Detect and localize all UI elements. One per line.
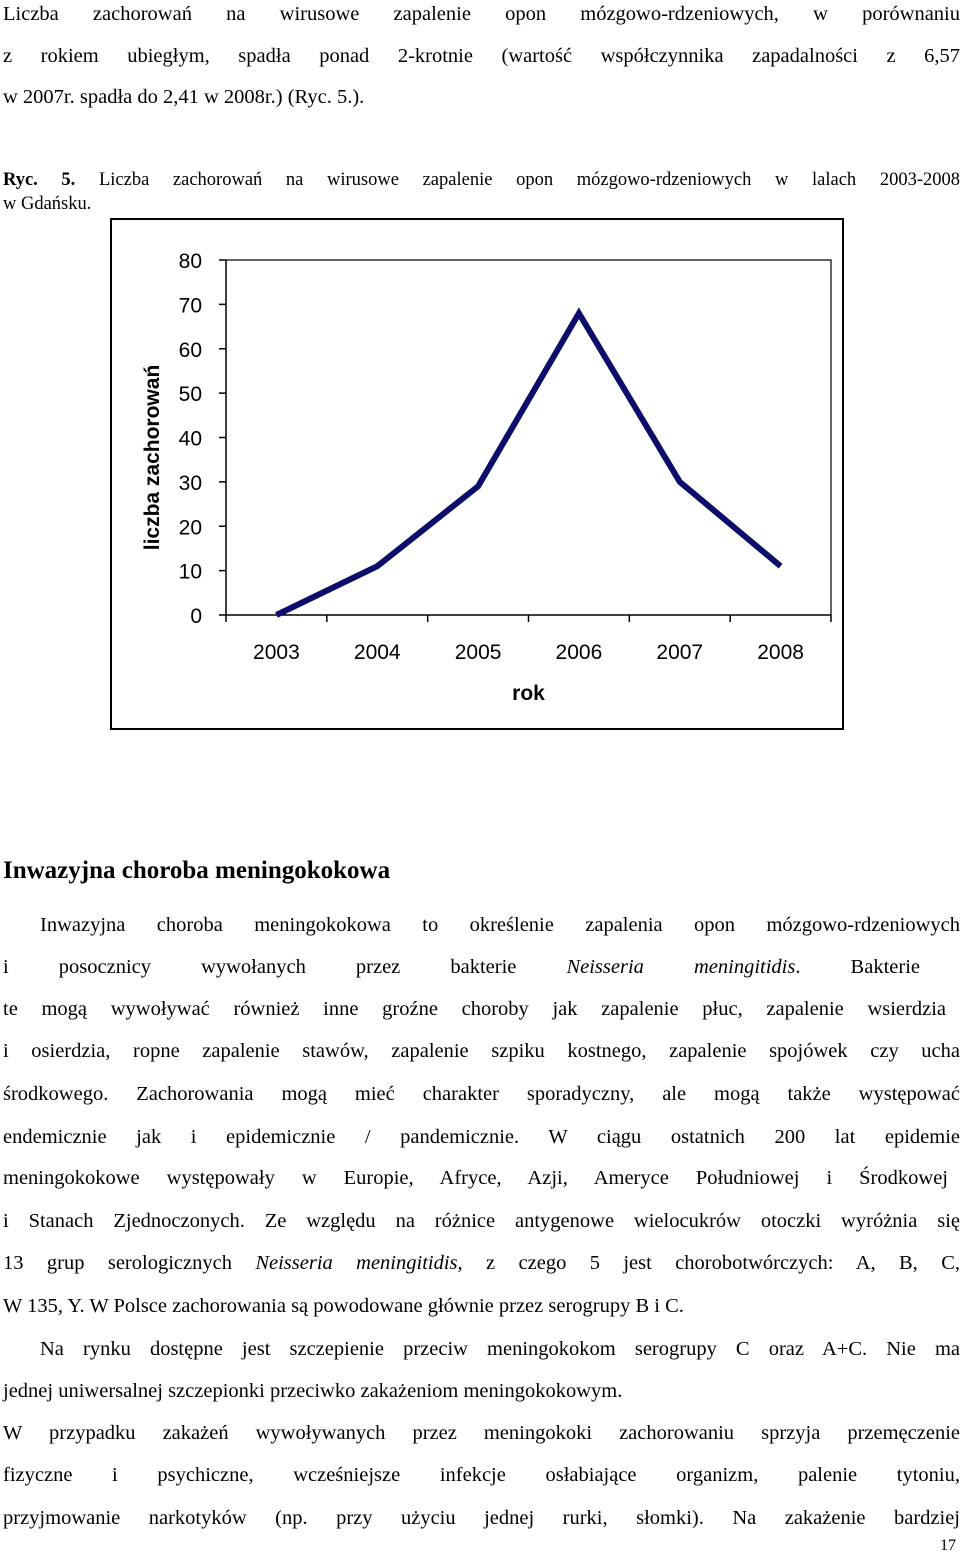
paragraph-1-line-8: i Stanach Zjednoczonych. Ze względu na różnice antygenowe wielocukrów otoczki wyróżnia się	[3, 1210, 960, 1232]
chart-frame	[110, 218, 844, 730]
paragraph-2-line-1: Na rynku dostępne jest szczepienie przeciw meningokokom serogrupy C oraz A+C. Nie ma	[40, 1338, 960, 1360]
paragraph-1-line-4: i osierdzia, ropne zapalenie stawów, zapalenie szpiku kostnego, zapalenie spojówek czy ucha	[3, 1040, 960, 1062]
page-number: 17	[940, 1537, 956, 1554]
x-tick-label: 2006	[555, 641, 603, 664]
y-tick-label: 0	[190, 605, 202, 628]
figure-caption	[3, 171, 960, 190]
paragraph-1-line-3: te mogą wywoływać również inne groźne choroby jak zapalenie płuc, zapalenie wsierdzia	[3, 998, 946, 1020]
text-span: 13 grup serologicznych	[3, 1252, 256, 1274]
section-heading: Inwazyjna choroba meningokokowa	[3, 857, 391, 884]
intro-line-2: z rokiem ubiegłym, spadła ponad 2-krotnie (wartość współczynnika zapadalności z 6,57	[3, 45, 960, 67]
plot-area-border	[226, 260, 831, 615]
paragraph-3-line-2: fizyczne i psychiczne, wcześniejsze infekcje osłabiające organizm, palenie tytoniu,	[3, 1464, 960, 1486]
paragraph-1-line-7: meningokokowe występowały w Europie, Afryce, Azji, Ameryce Południowej i Środkowej	[3, 1167, 948, 1189]
y-tick-label: 40	[178, 427, 202, 451]
paragraph-2-line-2: jednej uniwersalnej szczepionki przeciwko zakażeniom meningokokowym.	[3, 1380, 623, 1402]
text-span: i posocznicy wywołanych przez bakterie	[3, 956, 567, 978]
paragraph-1-line-9	[3, 1253, 960, 1274]
data-series-line	[276, 313, 780, 615]
figure-caption-line-2: w Gdańsku.	[3, 194, 92, 214]
x-tick-label: 2008	[757, 641, 804, 664]
paragraph-1-line-5: środkowego. Zachorowania mogą mieć charakter sporadyczny, ale mogą także występować	[3, 1083, 960, 1105]
paragraph-1-line-10: W 135, Y. W Polsce zachorowania są powodowane głównie przez serogrupy B i C.	[3, 1295, 684, 1317]
y-tick-label: 10	[178, 560, 202, 584]
y-tick-label: 60	[178, 338, 202, 362]
paragraph-1-line-1: Inwazyjna choroba meningokokowa to określenie zapalenia opon mózgowo-rdzeniowych	[40, 914, 960, 936]
species-name: Neisseria meningitidis	[255, 1252, 458, 1274]
y-tick-label: 50	[178, 383, 202, 407]
paragraph-3-line-3: przyjmowanie narkotyków (np. przy użyciu jednej rurki, słomki). Na zakażenie bardziej	[3, 1507, 960, 1529]
figure-caption-text: Liczba zachorowań na wirusowe zapalenie opon mózgowo-rdzeniowych w lalach 2003-2008	[98, 170, 960, 190]
x-tick-label: 2007	[656, 641, 704, 664]
paragraph-1-line-6: endemicznie jak i epidemicznie / pandemicznie. W ciągu ostatnich 200 lat epidemie	[3, 1126, 960, 1148]
y-tick-label: 30	[178, 471, 202, 495]
species-name: Neisseria meningitidis	[566, 956, 796, 978]
x-tick-label: 2005	[454, 641, 502, 664]
line-chart	[112, 220, 842, 728]
y-tick-label: 20	[178, 516, 202, 540]
x-tick-label: 2004	[353, 641, 401, 664]
intro-line-1: Liczba zachorowań na wirusowe zapalenie opon mózgowo-rdzeniowych, w porównaniu	[3, 3, 960, 25]
y-axis-title: liczba zachorowań	[141, 364, 164, 551]
x-tick-label: 2003	[253, 641, 300, 664]
text-span: , z czego 5 jest chorobotwórczych: A, B, C,	[457, 1252, 960, 1274]
figure-caption-label: Ryc. 5.	[3, 170, 76, 190]
paragraph-1-line-2	[3, 957, 920, 978]
text-span: . Bakterie	[795, 956, 920, 978]
y-tick-label: 80	[178, 250, 202, 273]
intro-line-3: w 2007r. spadła do 2,41 w 2008r.) (Ryc. 5.).	[3, 86, 365, 108]
paragraph-3-line-1: W przypadku zakażeń wywoływanych przez meningokoki zachorowaniu sprzyja przemęczenie	[3, 1422, 960, 1444]
y-tick-label: 70	[178, 294, 202, 318]
x-axis-title: rok	[512, 682, 545, 705]
